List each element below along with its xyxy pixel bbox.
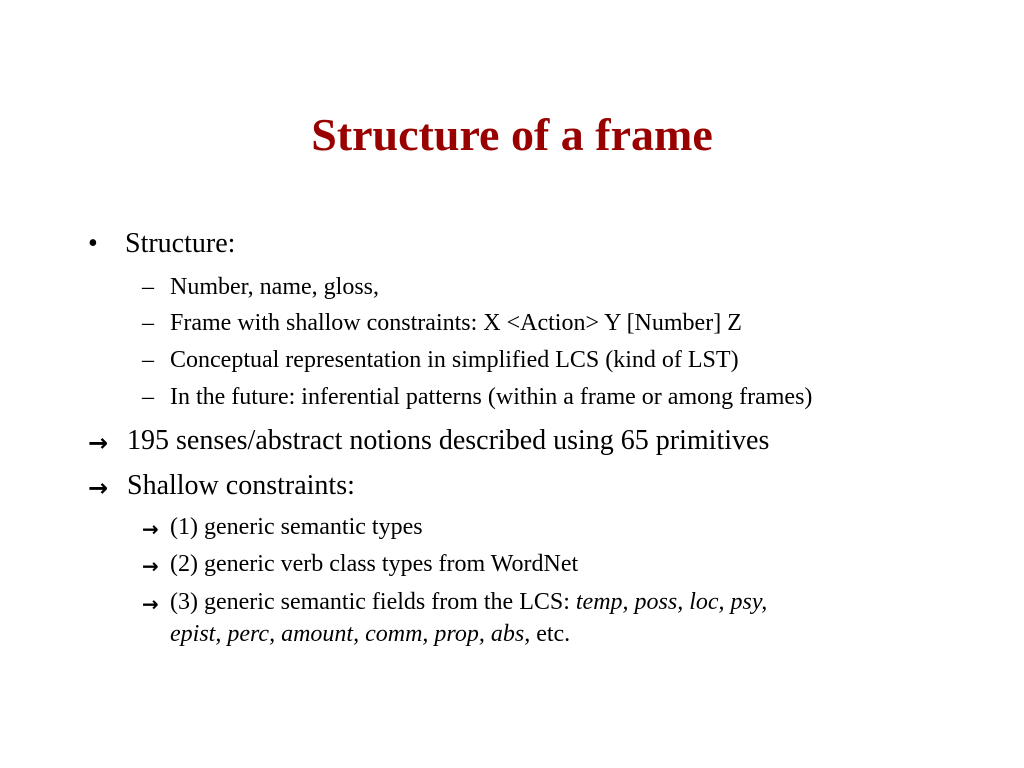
dash-marker: – <box>142 310 154 336</box>
list-item-text: Number, name, gloss, <box>170 274 380 300</box>
list-item-text-plain: etc. <box>530 621 571 647</box>
dash-marker: – <box>142 384 154 410</box>
list-item-text <box>170 588 767 616</box>
arrow-right-icon: → <box>142 592 159 616</box>
arrow-right-icon: → <box>142 554 159 578</box>
arrow-right-icon: → <box>88 474 109 502</box>
slide-title: Structure of a frame <box>311 109 713 160</box>
list-item-text: Shallow constraints: <box>127 470 355 501</box>
arrow-right-icon: → <box>88 429 109 457</box>
dash-marker: – <box>142 274 154 300</box>
list-item-text: (2) generic verb class types from WordNet <box>170 551 579 577</box>
bullet-marker: • <box>88 228 98 259</box>
arrow-right-icon: → <box>142 517 159 541</box>
list-item-text: Conceptual representation in simplified LCS (kind of LST) <box>170 347 739 373</box>
dash-marker: – <box>142 347 154 373</box>
list-item-text: Frame with shallow constraints: X <Action> Y [Number] Z <box>170 310 742 336</box>
list-item-text-italic: epist, perc, amount, comm, prop, abs, <box>170 621 531 647</box>
list-item-text-italic: temp, poss, loc, psy, <box>575 589 768 615</box>
list-item-text: In the future: inferential patterns (within a frame or among frames) <box>170 384 813 410</box>
list-item-text-plain: (3) generic semantic fields from the LCS: <box>170 589 576 615</box>
list-item-text: 195 senses/abstract notions described using 65 primitives <box>127 425 770 456</box>
list-item-text: (1) generic semantic types <box>170 514 423 540</box>
list-item-text: Structure: <box>125 228 236 259</box>
list-item-semantic-fields-continuation <box>170 620 570 648</box>
